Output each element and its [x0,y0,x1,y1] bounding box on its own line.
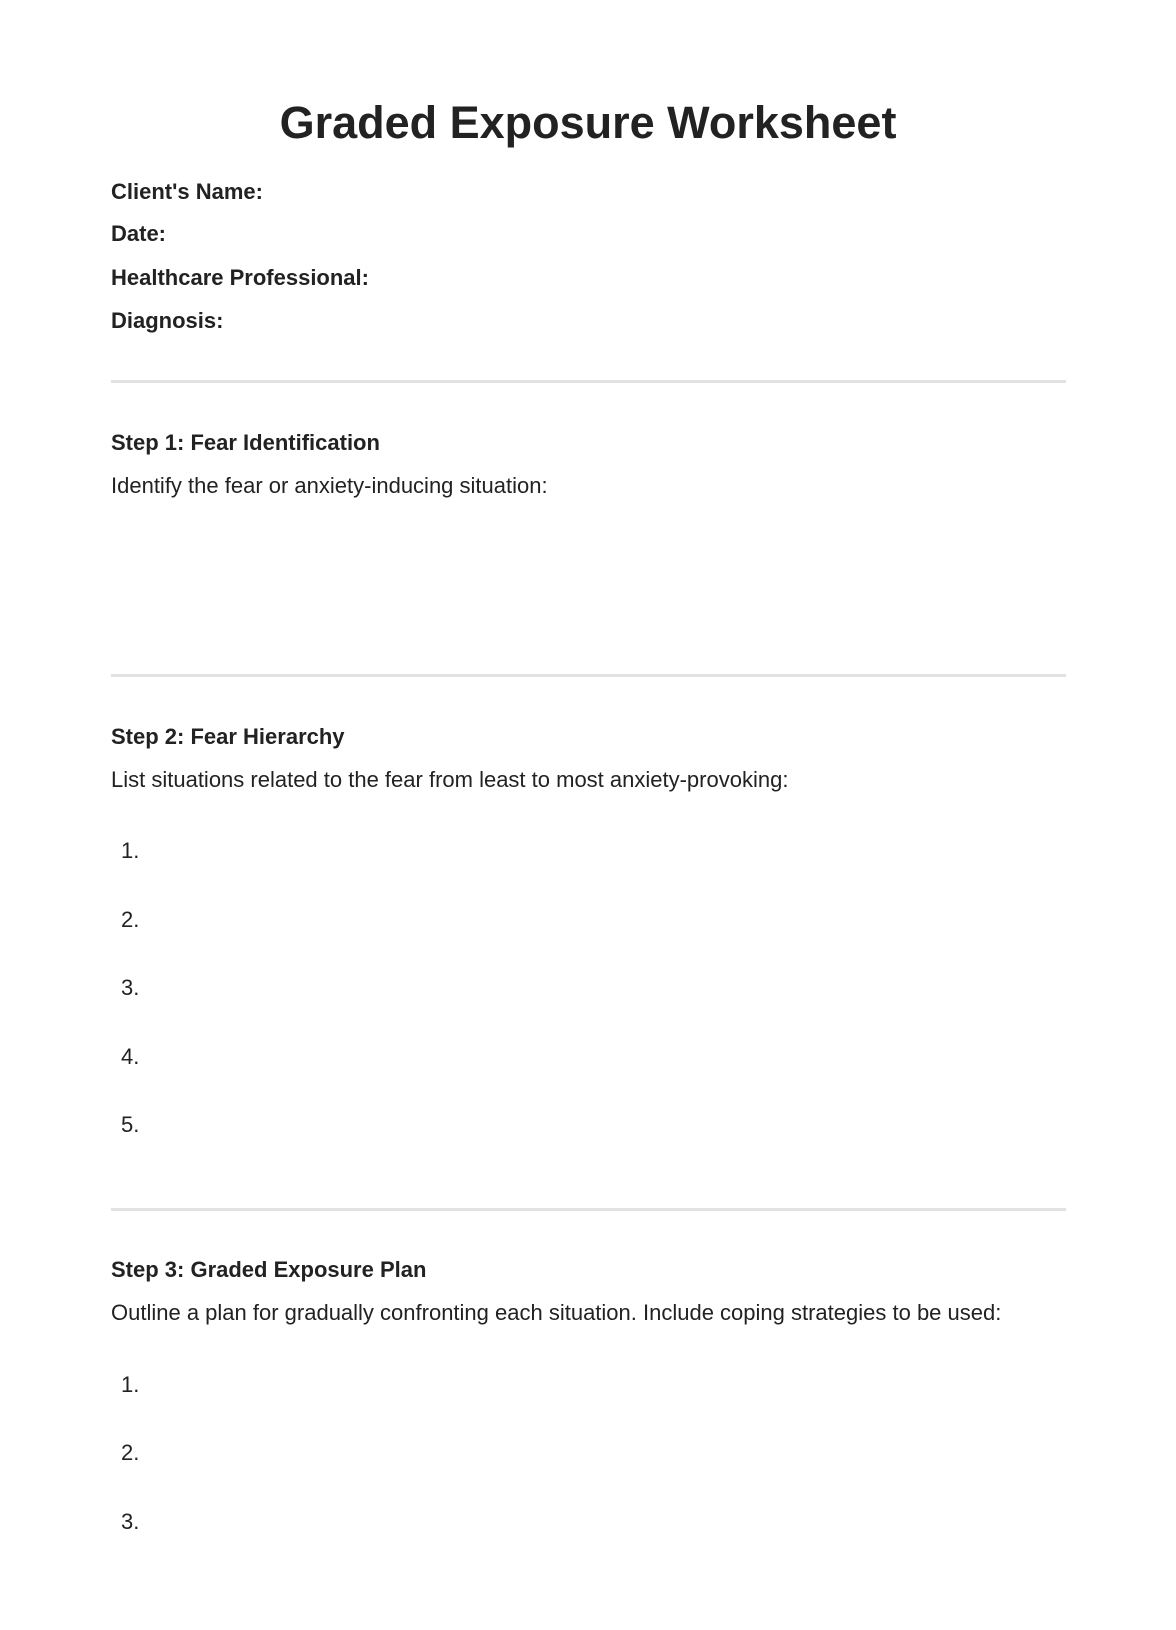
list-item-number: 1. [121,838,140,863]
diagnosis-label: Diagnosis: [111,308,224,333]
step1-description: Identify the fear or anxiety-inducing situation: [111,473,548,498]
step2-description: List situations related to the fear from least to most anxiety-provoking: [111,767,789,792]
step1-heading: Step 1: Fear Identification [111,430,380,455]
step3-description: Outline a plan for gradually confronting each situation. Include coping strategies to be used: [111,1300,1002,1325]
step3-heading: Step 3: Graded Exposure Plan [111,1257,427,1282]
list-item-number: 5. [121,1112,140,1137]
list-item-number: 2. [121,1440,140,1465]
healthcare-professional-label: Healthcare Professional: [111,265,369,290]
list-item-number: 2. [121,907,140,932]
section-divider [111,1208,1066,1211]
step2-heading: Step 2: Fear Hierarchy [111,724,345,749]
page-title: Graded Exposure Worksheet [279,97,897,148]
section-divider [111,380,1066,383]
list-item-number: 1. [121,1372,140,1397]
list-item-number: 4. [121,1044,140,1069]
list-item-number: 3. [121,1509,140,1534]
date-label: Date: [111,221,167,246]
client-name-label: Client's Name: [111,179,263,204]
section-divider [111,674,1066,677]
list-item-number: 3. [121,975,140,1000]
